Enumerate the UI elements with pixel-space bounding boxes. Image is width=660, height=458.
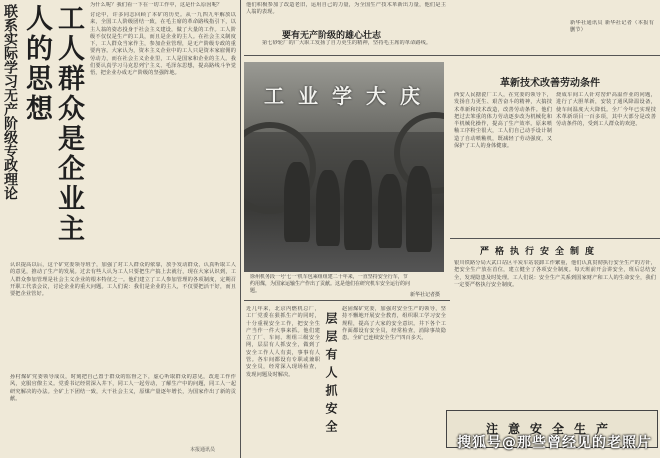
main-article-side-title: 联系实际学习无产阶级专政理论: [2, 4, 18, 200]
main-article-byline: 本报通讯员: [190, 447, 216, 453]
photo-caption: 徐州机务段一号'七一'机车包乘组组建二十年来，一直坚持安全行车，节约用煤，为国家运输生产作出了贡献。这是他们在研究机车安全运行的问题。: [250, 274, 410, 294]
reform-article-body-2: 烧成车间工人针对窑炉高温作业的问题，进行了大胆革新，安装了通风降温设备，使车间温度大大降低。全厂今年已实现技术革新项目一百多项，其中大部分是改善劳动条件的，受到工人群众的欢迎。: [556, 92, 656, 128]
center-top-subline: 第七砂轮厂的广大职工发扬了自力更生的精神，坚持毛主席的革命路线。: [262, 40, 432, 46]
column-divider-left: [240, 0, 241, 458]
main-article-body-3: 孙村煤矿党委领导成员，时刻把自己置于群众的监督之下，虚心听取群众的意见，改进工作作风，克服官僚主义。党委书记经常深入井下，同工人一起劳动，了解生产中的问题，同工人一起研究解决的办法。全矿上下团结一致，大干社会主义，原煤产量逐年增长，为国家作出了新的贡献。: [10, 374, 236, 402]
safety-article-title: 严格执行安全制度: [480, 247, 601, 257]
side-article-body-right: 赵固煤矿党委，加强对安全生产的领导，坚持不懈地开展安全教育，组织职工学习安全规程，提高了大家的安全意识。井下各个工作面都设有安全员，经常检查，消除事故隐患。全矿已连续安全生产四百多天。: [342, 306, 446, 342]
main-article-title: 工人群众是企业主人的思想: [21, 4, 84, 244]
industry-photo: [244, 62, 444, 272]
side-article-title: 层层有人抓安全: [324, 312, 338, 438]
photo-bottom-rule: [244, 300, 450, 301]
main-article-body-2: 认识提高以后，这个矿党委领导班子，加强了对工人群众的依靠，放手发动群众，认真听取工人的意见，推动了生产的发展。过去有些人认为工人只要把生产搞上去就行，现在大家认识到，工人群众参加管理是社会主义企业的根本特征之一。他们建立了工人参加管理的各项制度，定期召开职工代表会议，讨论企业的重大问题。工人们说：我们是企业的主人，不仅要把活干好，而且要把企业管好。: [10, 262, 236, 298]
photo-credit: 新华社记者摄: [410, 292, 441, 298]
photo-title: 工业学大庆: [264, 84, 434, 108]
side-article-body: 近几年来，北京内燃机总厂，工厂党委在狠抓生产的同时，十分重视安全工作，把安全生产当作一件大事来抓。他们建立了厂、车间、班组三级安全网，层层有人抓安全，做到了安全工作人人有责，事事有人管。各车间都设有专职或兼职安全员，经常深入现场检查，发现问题及时解决。: [246, 306, 320, 378]
center-top-fragment: 他们积极参加了改造老旧，运用自己的力量，为全国生产技术革新出力量，他们是主人翁的表现。: [246, 2, 446, 16]
center-top-rule: [244, 55, 660, 56]
right-top-fragment: 新华社通讯员 新华社记者（本报有删节）: [570, 20, 654, 34]
reform-article-body: 西安人民搪瓷厂工人，在党委的领导下，发扬自力更生、艰苦奋斗的精神，大搞技术革新和技术改造，改善劳动条件。他们把过去笨重的体力劳动逐步改为机械化和半机械化操作，提高了生产效率。原来喷釉工序粉尘很大，工人们自己动手设计制造了自动喷釉机，既减轻了劳动强度，又保护了工人的身体健康。: [454, 92, 552, 150]
watermark: 搜狐号@那些曾经见的老照片: [457, 435, 652, 451]
center-top-heading: 要有无产阶级的雄心壮志: [282, 31, 382, 41]
reform-article-title: 革新技术改善劳动条件: [500, 78, 600, 89]
reform-bottom-rule: [450, 238, 660, 239]
safety-article-body: 银川铁路分局大武口站区平炭车站装卸工作繁重，他们认真贯彻执行安全生产的方针，把安全生产放在首位，建立健全了各项安全制度。每天班前开会讲安全，班后总结安全，发现隐患及时处理。工人们说：安全生产关系到国家财产和工人的生命安全，我们一定要严格执行安全制度。: [454, 260, 656, 288]
main-article-body-1: 讨论中，许多同志回顾了本矿的历史。从一九四九年解放以来，全国工人阶级团结一致，在毛主席的革命路线指引下，以主人翁的姿态投身于社会主义建设，做了大量的工作。工人阶级不仅仅是生产的工具，而且是企业的主人。在社会主义制度下，工人群众当家作主，参加企业管理，是无产阶级专政的重要内容。大家认为，资本主义企业中的工人只是资本家雇佣的劳动力，而在社会主义企业里，工人是国家和企业的主人。我们要认真学习马克思列宁主义、毛泽东思想，提高路线斗争觉悟，把企业办成无产阶级的坚强阵地。: [90, 12, 236, 77]
notice-box-title: 注意安全生产: [485, 422, 618, 436]
main-article-top-fragment: 为什么呢？我们看一下在一切工作中，这是什么原因呢？: [90, 2, 223, 8]
